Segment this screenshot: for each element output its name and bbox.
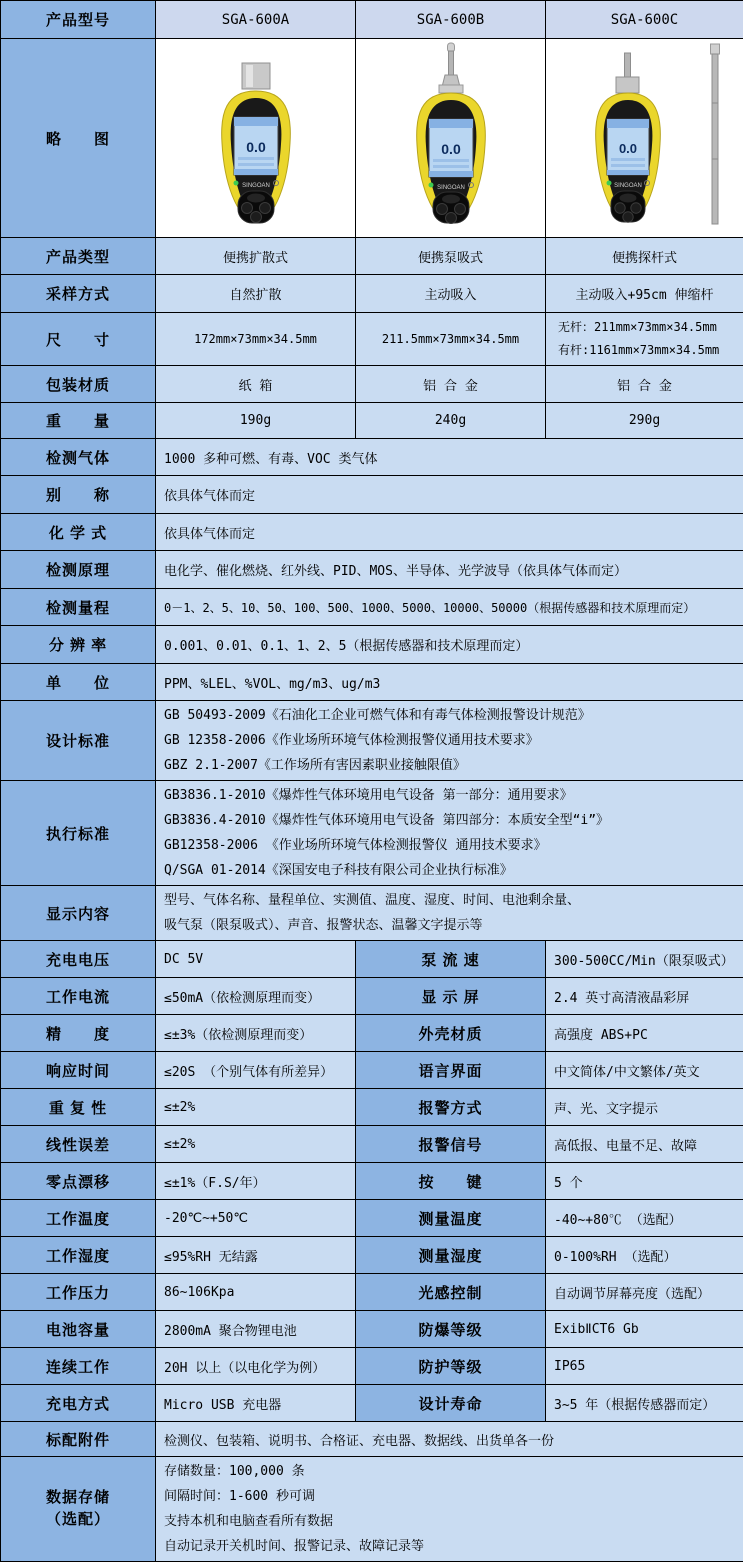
spec-value: -20℃~+50℃ (156, 1200, 356, 1237)
storage-line: 存储数量：100,000 条 (164, 1459, 735, 1484)
spec-label: 报警信号 (356, 1126, 546, 1163)
spec-value: ExibⅡCT6 Gb (546, 1311, 743, 1348)
row-continuous-work-protection-level (1, 1348, 743, 1385)
spec-value: PPM、%LEL、%VOL、mg/m3、ug/m3 (156, 664, 743, 701)
spec-value: DC 5V (156, 941, 356, 978)
spec-value: 240g (356, 403, 546, 439)
spec-label: 执行标准 (1, 781, 156, 886)
spec-label: 语言界面 (356, 1052, 546, 1089)
spec-label: 检测原理 (1, 551, 156, 589)
spec-value: 190g (156, 403, 356, 439)
row-charging-method-design-life (1, 1385, 743, 1422)
spec-value: 0.001、0.01、0.1、1、2、5（根据传感器和技术原理而定） (156, 626, 743, 664)
device-photo-sga-600b (361, 41, 541, 231)
spec-value: 211.5mm×73mm×34.5mm (356, 313, 546, 366)
row-product-type (1, 238, 743, 275)
spec-value: 2800mA 聚合物锂电池 (156, 1311, 356, 1348)
standard-line: GB 50493-2009《石油化工企业可燃气体和有毒气体检测报警设计规范》 (164, 703, 735, 728)
spec-value (156, 701, 743, 781)
spec-label: 精 度 (1, 1015, 156, 1052)
spec-label: 采样方式 (1, 275, 156, 313)
model-name-c: SGA-600C (546, 1, 743, 39)
model-name-b: SGA-600B (356, 1, 546, 39)
row-response-time-language (1, 1052, 743, 1089)
row-working-humidity-measure-humidity (1, 1237, 743, 1274)
standard-line: GB 12358-2006《作业场所环境气体检测报警仪通用技术要求》 (164, 728, 735, 753)
spec-value: 高强度 ABS+PC (546, 1015, 743, 1052)
spec-value: 便携泵吸式 (356, 238, 546, 275)
spec-value: 便携探杆式 (546, 238, 743, 275)
device-photo-sga-600c (550, 41, 740, 231)
spec-label: 产品类型 (1, 238, 156, 275)
device-screen-reading: 0.0 (618, 141, 636, 156)
spec-value: IP65 (546, 1348, 743, 1385)
device-screen-reading: 0.0 (441, 141, 461, 157)
spec-label: 泵 流 速 (356, 941, 546, 978)
device-brand-label: SINGOAN (242, 183, 270, 189)
row-design-standards (1, 701, 743, 781)
sketch-cell-b (356, 39, 546, 238)
row-working-temp-measure-temp (1, 1200, 743, 1237)
spec-value: 0-100%RH （选配） (546, 1237, 743, 1274)
row-working-current-display-screen (1, 978, 743, 1015)
spec-value: 便携扩散式 (156, 238, 356, 275)
spec-label: 防爆等级 (356, 1311, 546, 1348)
display-content-line: 吸气泵（限泵吸式）、声音、报警状态、温馨文字提示等 (164, 913, 735, 938)
row-execution-standards (1, 781, 743, 886)
row-zero-drift-buttons (1, 1163, 743, 1200)
led-indicator-icon (233, 180, 238, 185)
spec-value: 铝 合 金 (356, 366, 546, 403)
spec-label: 电池容量 (1, 1311, 156, 1348)
spec-label: 尺 寸 (1, 313, 156, 366)
spec-value: ≤±1%（F.S/年） (156, 1163, 356, 1200)
model-name-a: SGA-600A (156, 1, 356, 39)
spec-value: -40~+80℃ （选配） (546, 1200, 743, 1237)
standard-line: GB3836.4-2010《爆炸性气体环境用电气设备 第四部分：本质安全型“i”》 (164, 808, 735, 833)
spec-label: 外壳材质 (356, 1015, 546, 1052)
spec-label: 报警方式 (356, 1089, 546, 1126)
spec-label: 测量湿度 (356, 1237, 546, 1274)
spec-value: 1000 多种可燃、有毒、VOC 类气体 (156, 439, 743, 476)
spec-value (546, 313, 743, 366)
spec-value (156, 1457, 743, 1562)
spec-label: 单 位 (1, 664, 156, 701)
spec-label: 分 辨 率 (1, 626, 156, 664)
spec-label: 工作压力 (1, 1274, 156, 1311)
row-charging-voltage-pump-flow (1, 941, 743, 978)
spec-label: 零点漂移 (1, 1163, 156, 1200)
spec-value: 300-500CC/Min（限泵吸式） (546, 941, 743, 978)
device-brand-label: SINGOAN (437, 185, 465, 191)
spec-label: 工作温度 (1, 1200, 156, 1237)
spec-value (156, 886, 743, 941)
product-model-label: 产品型号 (1, 1, 156, 39)
storage-label-line: 数据存储 (1, 1487, 155, 1509)
standard-line: GBZ 2.1-2007《工作场所有害因素职业接触限值》 (164, 753, 735, 778)
spec-value: ≤95%RH 无结露 (156, 1237, 356, 1274)
spec-value: 86~106Kpa (156, 1274, 356, 1311)
spec-label: 按 键 (356, 1163, 546, 1200)
spec-value: ≤20S （个别气体有所差异） (156, 1052, 356, 1089)
spec-label: 设计标准 (1, 701, 156, 781)
spec-value: 0－1、2、5、10、50、100、500、1000、5000、10000、50000（根据传感器和技术原理而定） (156, 589, 743, 626)
display-content-line: 型号、气体名称、量程单位、实测值、温度、湿度、时间、电池剩余量、 (164, 888, 735, 913)
device-photo-sga-600a (166, 41, 346, 231)
spec-value: ≤±2% (156, 1126, 356, 1163)
spec-value: 高低报、电量不足、故障 (546, 1126, 743, 1163)
spec-label: 检测气体 (1, 439, 156, 476)
spec-label: 工作电流 (1, 978, 156, 1015)
sketch-label: 略 图 (1, 39, 156, 238)
row-detection-range (1, 589, 743, 626)
spec-value: 依具体气体而定 (156, 514, 743, 551)
spec-label: 包装材质 (1, 366, 156, 403)
storage-line: 支持本机和电脑查看所有数据 (164, 1509, 735, 1534)
spec-value: 2.4 英寸高清液晶彩屏 (546, 978, 743, 1015)
spec-value: 自然扩散 (156, 275, 356, 313)
row-working-pressure-light-control (1, 1274, 743, 1311)
spec-value: 声、光、文字提示 (546, 1089, 743, 1126)
spec-value: 290g (546, 403, 743, 439)
spec-value: 20H 以上（以电化学为例） (156, 1348, 356, 1385)
spec-value: 5 个 (546, 1163, 743, 1200)
spec-value: ≤50mA（依检测原理而变） (156, 978, 356, 1015)
row-unit (1, 664, 743, 701)
spec-label: 光感控制 (356, 1274, 546, 1311)
sketch-cell-c (546, 39, 743, 238)
spec-label: 重 复 性 (1, 1089, 156, 1126)
dimension-line: 无杆：211mm×73mm×34.5mm (554, 316, 735, 339)
spec-value: 铝 合 金 (546, 366, 743, 403)
spec-value (156, 781, 743, 886)
standard-line: Q/SGA 01-2014《深国安电子科技有限公司企业执行标准》 (164, 858, 735, 883)
standard-line: GB3836.1-2010《爆炸性气体环境用电气设备 第一部分：通用要求》 (164, 783, 735, 808)
row-dimensions (1, 313, 743, 366)
spec-value: 检测仪、包装箱、说明书、合格证、充电器、数据线、出货单各一份 (156, 1422, 743, 1457)
spec-value: 172mm×73mm×34.5mm (156, 313, 356, 366)
spec-label: 连续工作 (1, 1348, 156, 1385)
sketch-cell-a (156, 39, 356, 238)
row-data-storage (1, 1457, 743, 1562)
storage-line: 间隔时间：1-600 秒可调 (164, 1484, 735, 1509)
standard-line: GB12358-2006 《作业场所环境气体检测报警仪 通用技术要求》 (164, 833, 735, 858)
spec-value: 依具体气体而定 (156, 476, 743, 514)
spec-label: 充电方式 (1, 1385, 156, 1422)
row-sketch (1, 39, 743, 238)
row-detection-principle (1, 551, 743, 589)
spec-label: 显示内容 (1, 886, 156, 941)
spec-label: 测量温度 (356, 1200, 546, 1237)
row-detected-gases (1, 439, 743, 476)
spec-value: ≤±2% (156, 1089, 356, 1126)
row-chemical-formula (1, 514, 743, 551)
storage-label-line: （选配） (1, 1509, 155, 1531)
row-alias (1, 476, 743, 514)
row-product-model (1, 1, 743, 39)
spec-label: 充电电压 (1, 941, 156, 978)
row-sampling-method (1, 275, 743, 313)
spec-label: 防护等级 (356, 1348, 546, 1385)
spec-value: 中文简体/中文繁体/英文 (546, 1052, 743, 1089)
spec-label: 设计寿命 (356, 1385, 546, 1422)
row-packaging-material (1, 366, 743, 403)
led-indicator-icon (606, 180, 611, 185)
row-standard-accessories (1, 1422, 743, 1457)
spec-label: 线性误差 (1, 1126, 156, 1163)
spec-label (1, 1457, 156, 1562)
spec-label: 重 量 (1, 403, 156, 439)
spec-label: 响应时间 (1, 1052, 156, 1089)
led-indicator-icon (428, 182, 433, 187)
spec-value: Micro USB 充电器 (156, 1385, 356, 1422)
spec-value: 自动调节屏幕亮度（选配） (546, 1274, 743, 1311)
row-weight (1, 403, 743, 439)
telescopic-rod-icon (710, 44, 719, 224)
spec-label: 别 称 (1, 476, 156, 514)
spec-value: 3~5 年（根据传感器而定） (546, 1385, 743, 1422)
device-brand-label: SINGOAN (614, 183, 642, 189)
spec-value: 主动吸入+95cm 伸缩杆 (546, 275, 743, 313)
storage-line: 自动记录开关机时间、报警记录、故障记录等 (164, 1534, 735, 1559)
spec-label: 工作湿度 (1, 1237, 156, 1274)
spec-label: 显 示 屏 (356, 978, 546, 1015)
spec-value: 主动吸入 (356, 275, 546, 313)
dimension-line: 有杆:1161mm×73mm×34.5mm (554, 339, 735, 362)
spec-label: 检测量程 (1, 589, 156, 626)
spec-value: 纸 箱 (156, 366, 356, 403)
row-battery-capacity-explosion-proof (1, 1311, 743, 1348)
row-repeatability-alarm-mode (1, 1089, 743, 1126)
row-linearity-alarm-signal (1, 1126, 743, 1163)
spec-label: 标配附件 (1, 1422, 156, 1457)
spec-value: ≤±3%（依检测原理而变） (156, 1015, 356, 1052)
spec-label: 化 学 式 (1, 514, 156, 551)
row-accuracy-shell-material (1, 1015, 743, 1052)
row-display-content (1, 886, 743, 941)
row-resolution (1, 626, 743, 664)
device-screen-reading: 0.0 (246, 139, 266, 155)
spec-value: 电化学、催化燃烧、红外线、PID、MOS、半导体、光学波导（依具体气体而定） (156, 551, 743, 589)
